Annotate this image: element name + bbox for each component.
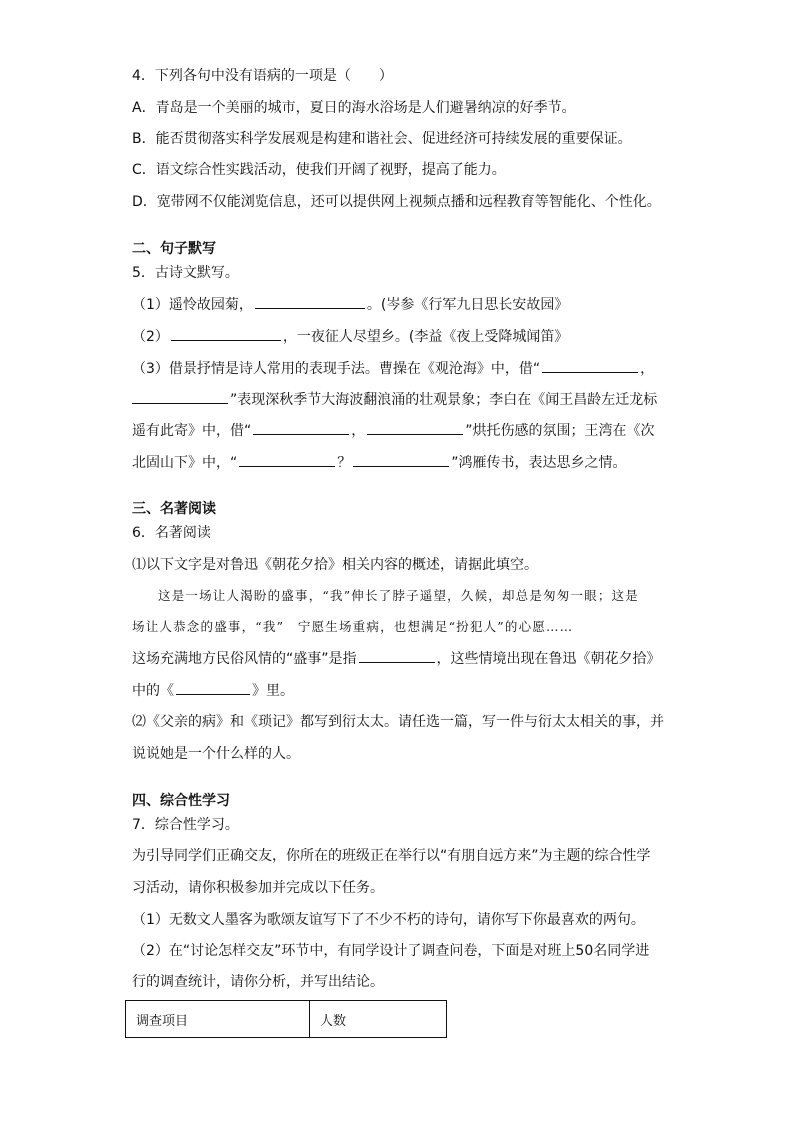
q5-item-3-punct: ？ <box>337 455 352 471</box>
q5-item-3-text: 北固山下》中，“ <box>132 455 238 471</box>
q6-part-2-line-2: 说说她是一个什么样的人。 <box>132 746 300 762</box>
q5-stem: 5．古诗文默写。 <box>132 265 239 281</box>
q6-fill-line-2 <box>132 680 294 701</box>
q7-intro-line-2: 习活动，请你积极参加并完成以下任务。 <box>132 880 384 896</box>
q6-fill-text: 中的《 <box>132 683 174 699</box>
q5-item-3-line-4 <box>132 452 627 473</box>
answer-blank[interactable] <box>132 389 228 404</box>
q7-task-1: （1）无数文人墨客为歌颂友谊写下了不少不朽的诗句，请你写下你最喜欢的两句。 <box>132 912 645 928</box>
q5-item-3-text: （3）借景抒情是诗人常用的表现手法。曹操在《观沧海》中，借“ <box>132 361 541 377</box>
answer-blank[interactable] <box>353 452 449 467</box>
q6-part-2-line-1: ⑵《父亲的病》和《琐记》都写到衍太太。请任选一篇，写一件与衍太太相关的事，并 <box>132 714 664 730</box>
q5-item-3-text: ”烘托伤感的氛围；王湾在《次 <box>465 423 655 439</box>
answer-blank[interactable] <box>542 358 638 373</box>
q6-fill-text: ，这些情境出现在鲁迅《朝花夕拾》 <box>436 651 661 667</box>
q5-item-2 <box>132 326 568 347</box>
q4-stem: 4．下列各句中没有语病的一项是（ ） <box>132 68 393 84</box>
q6-fill-line-1 <box>132 648 661 669</box>
answer-blank[interactable] <box>359 648 435 663</box>
q5-item-1-post: 。(岑参《行军九日思长安故园》 <box>366 297 569 313</box>
answer-blank[interactable] <box>176 680 250 695</box>
q5-item-3-text: 遥有此寄》中，借“ <box>132 423 252 439</box>
q5-item-3-text: ”鸿雁传书，表达思乡之情。 <box>451 455 627 471</box>
answer-blank[interactable] <box>239 452 335 467</box>
q4-option-c: C．语文综合性实践活动，使我们开阔了视野，提高了能力。 <box>132 162 506 178</box>
q4-option-a: A．青岛是一个美丽的城市，夏日的海水浴场是人们避暑纳凉的好季节。 <box>132 100 576 116</box>
q5-item-2-post: ，一夜征人尽望乡。(李益《夜上受降城闻笛》 <box>282 329 569 345</box>
q4-option-b: B．能否贯彻落实科学发展观是构建和谐社会、促进经济可持续发展的重要保证。 <box>132 131 632 147</box>
table-header-count: 人数 <box>310 1001 447 1038</box>
q7-intro-line-1: 为引导同学们正确交友，你所在的班级正在举行以“有朋自远方来”为主题的综合性学 <box>132 848 651 864</box>
q4-option-d: D．宽带网不仅能浏览信息，还可以提供网上视频点播和远程教育等智能化、个性化。 <box>132 194 661 210</box>
section-heading-comprehensive-study: 四、综合性学习 <box>132 793 230 809</box>
q7-task-2-line-1: （2）在“讨论怎样交友”环节中，有同学设计了调查问卷，下面是对班上50名同学进 <box>132 943 650 959</box>
answer-blank[interactable] <box>367 420 463 435</box>
q6-quote-line-2: 场让人恭念的盛事，“我” 宁愿生场重病，也想满足“扮犯人”的心愿…… <box>132 619 574 634</box>
table-row <box>126 1001 447 1038</box>
q5-item-3-line-1 <box>132 358 654 379</box>
section-heading-classics-reading: 三、名著阅读 <box>132 501 216 517</box>
section-heading-sentence-dictation: 二、句子默写 <box>132 241 216 257</box>
table-header-survey-item: 调查项目 <box>126 1001 310 1038</box>
q6-stem: 6．名著阅读 <box>132 525 211 541</box>
answer-blank[interactable] <box>253 420 349 435</box>
q7-stem: 7．综合性学习。 <box>132 817 239 833</box>
q6-fill-text: 这场充满地方民俗风情的“盛事”是指 <box>132 651 357 667</box>
q5-item-3-punct: ， <box>640 361 655 377</box>
q5-item-2-pre: （2） <box>132 329 169 345</box>
q6-quote-line-1: 这是一场让人渴盼的盛事，“我”伸长了脖子遥望，久候，却总是匆匆一眼；这是 <box>158 588 639 603</box>
answer-blank[interactable] <box>255 294 365 309</box>
q6-fill-text: 》里。 <box>252 683 294 699</box>
q6-part-1-prompt: ⑴以下文字是对鲁迅《朝花夕拾》相关内容的概述，请据此填空。 <box>132 557 538 573</box>
answer-blank[interactable] <box>171 326 281 341</box>
q5-item-1 <box>132 294 568 315</box>
survey-table <box>125 1000 447 1038</box>
q5-item-3-punct: ， <box>351 423 366 439</box>
q5-item-3-line-2 <box>132 389 657 410</box>
q5-item-3-line-3 <box>132 420 655 441</box>
q5-item-3-text: ”表现深秋季节大海波翻浪涌的壮观景象；李白在《闻王昌龄左迁龙标 <box>230 392 658 408</box>
q7-task-2-line-2: 行的调查统计，请你分析，并写出结论。 <box>132 974 384 990</box>
q5-item-1-pre: （1）遥怜故园菊， <box>132 297 253 313</box>
